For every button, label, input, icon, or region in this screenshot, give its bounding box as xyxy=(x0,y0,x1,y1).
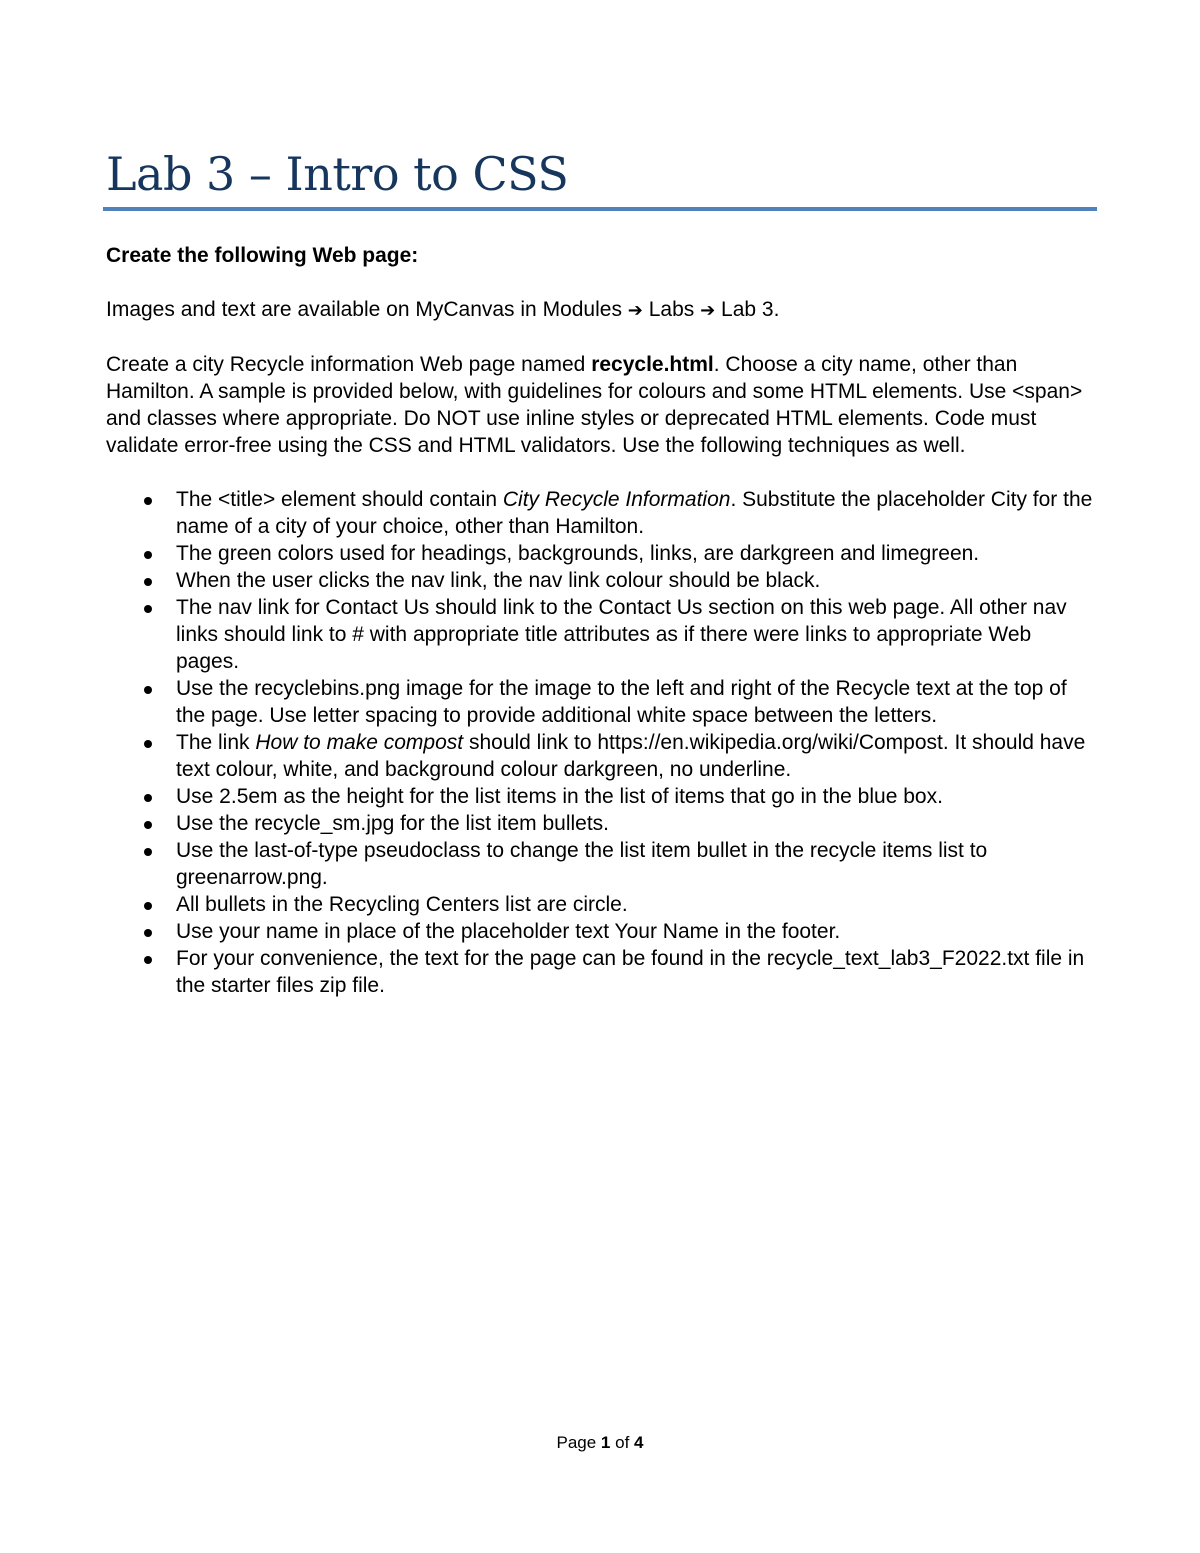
bullet-icon xyxy=(144,686,152,694)
list-item xyxy=(106,945,1096,999)
of-word: of xyxy=(615,1433,630,1452)
list-item xyxy=(106,837,1096,891)
list-item-text: Use the last-of-type pseudoclass to change the list item bullet in the recycle items list to greenarrow.png. xyxy=(176,839,988,889)
description-text-before: Create a city Recycle information Web page named xyxy=(106,353,592,376)
bullet-icon xyxy=(144,929,152,937)
bullet-icon xyxy=(144,497,152,505)
list-item-text: The link xyxy=(176,731,256,754)
list-item-text: Use 2.5em as the height for the list items in the list of items that go in the blue box. xyxy=(176,785,943,808)
current-page-number: 1 xyxy=(600,1433,611,1452)
list-item-text: should link to https://en.wikipedia.org/wiki/Compost. It should have text colour, white, and background colour darkgreen, no underline. xyxy=(176,731,1086,781)
list-item-text: All bullets in the Recycling Centers list are circle. xyxy=(176,893,628,916)
total-pages-number: 4 xyxy=(634,1433,644,1452)
arrow-icon: ➔ xyxy=(700,300,716,321)
bullet-icon xyxy=(144,848,152,856)
intro-text-before: Images and text are available on MyCanvas in Modules xyxy=(106,298,628,321)
list-item xyxy=(106,567,1096,594)
arrow-icon: ➔ xyxy=(627,300,643,321)
title-underline xyxy=(103,207,1097,211)
list-item-text: The <title> element should contain xyxy=(176,488,503,511)
list-item-text: For your convenience, the text for the page can be found in the recycle_text_lab3_F2022.txt file in the starter files zip file. xyxy=(176,947,1085,997)
list-item-text: Use your name in place of the placeholder text Your Name in the footer. xyxy=(176,920,841,943)
bullet-icon xyxy=(144,794,152,802)
list-item xyxy=(106,810,1096,837)
intro-paragraph xyxy=(106,296,1096,324)
requirements-list xyxy=(106,486,1096,999)
document-title: Lab 3 – Intro to CSS xyxy=(106,147,569,201)
page-footer xyxy=(0,1431,1200,1455)
bullet-icon xyxy=(144,551,152,559)
document-body xyxy=(106,242,1096,999)
intro-text-middle: Labs xyxy=(642,298,701,321)
list-item-text: When the user clicks the nav link, the nav link colour should be black. xyxy=(176,569,821,592)
list-item xyxy=(106,486,1096,540)
list-item-text: Use the recyclebins.png image for the image to the left and right of the Recycle text at the top of the page. Use letter spacing to provide additional white space between the letters. xyxy=(176,677,1067,727)
list-item-italic: How to make compost xyxy=(255,731,464,754)
bullet-icon xyxy=(144,902,152,910)
section-heading: Create the following Web page: xyxy=(106,244,419,267)
list-item xyxy=(106,891,1096,918)
bullet-icon xyxy=(144,740,152,748)
list-item-italic: City Recycle Information xyxy=(502,488,731,511)
list-item-text: The green colors used for headings, backgrounds, links, are darkgreen and limegreen. xyxy=(176,542,980,565)
filename-bold: recycle.html xyxy=(591,353,714,376)
intro-text-after: Lab 3. xyxy=(715,298,780,321)
list-item-text: Use the recycle_sm.jpg for the list item bullets. xyxy=(176,812,610,835)
bullet-icon xyxy=(144,578,152,586)
list-item xyxy=(106,729,1096,783)
page-word: Page xyxy=(556,1433,597,1452)
list-item xyxy=(106,918,1096,945)
list-item xyxy=(106,783,1096,810)
list-item xyxy=(106,675,1096,729)
list-item-text: . Substitute the placeholder City for the name of a city of your choice, other than Hamilton. xyxy=(176,488,1093,538)
bullet-icon xyxy=(144,605,152,613)
description-paragraph xyxy=(106,351,1096,459)
list-item xyxy=(106,540,1096,567)
bullet-icon xyxy=(144,956,152,964)
bullet-icon xyxy=(144,821,152,829)
description-text-after: . Choose a city name, other than Hamilton. A sample is provided below, with guidelines for colours and some HTML elements. Use <span> and classes where appropriate. Do NOT use inline styles or deprecated HTML elements. Code must validate error-free using the CSS and HTML validators. Use the following techniques as well. xyxy=(106,353,1083,457)
list-item xyxy=(106,594,1096,675)
list-item-text: The nav link for Contact Us should link to the Contact Us section on this web page. All other nav links should link to # with appropriate title attributes as if there were links to appropriate Web pages. xyxy=(176,596,1067,673)
